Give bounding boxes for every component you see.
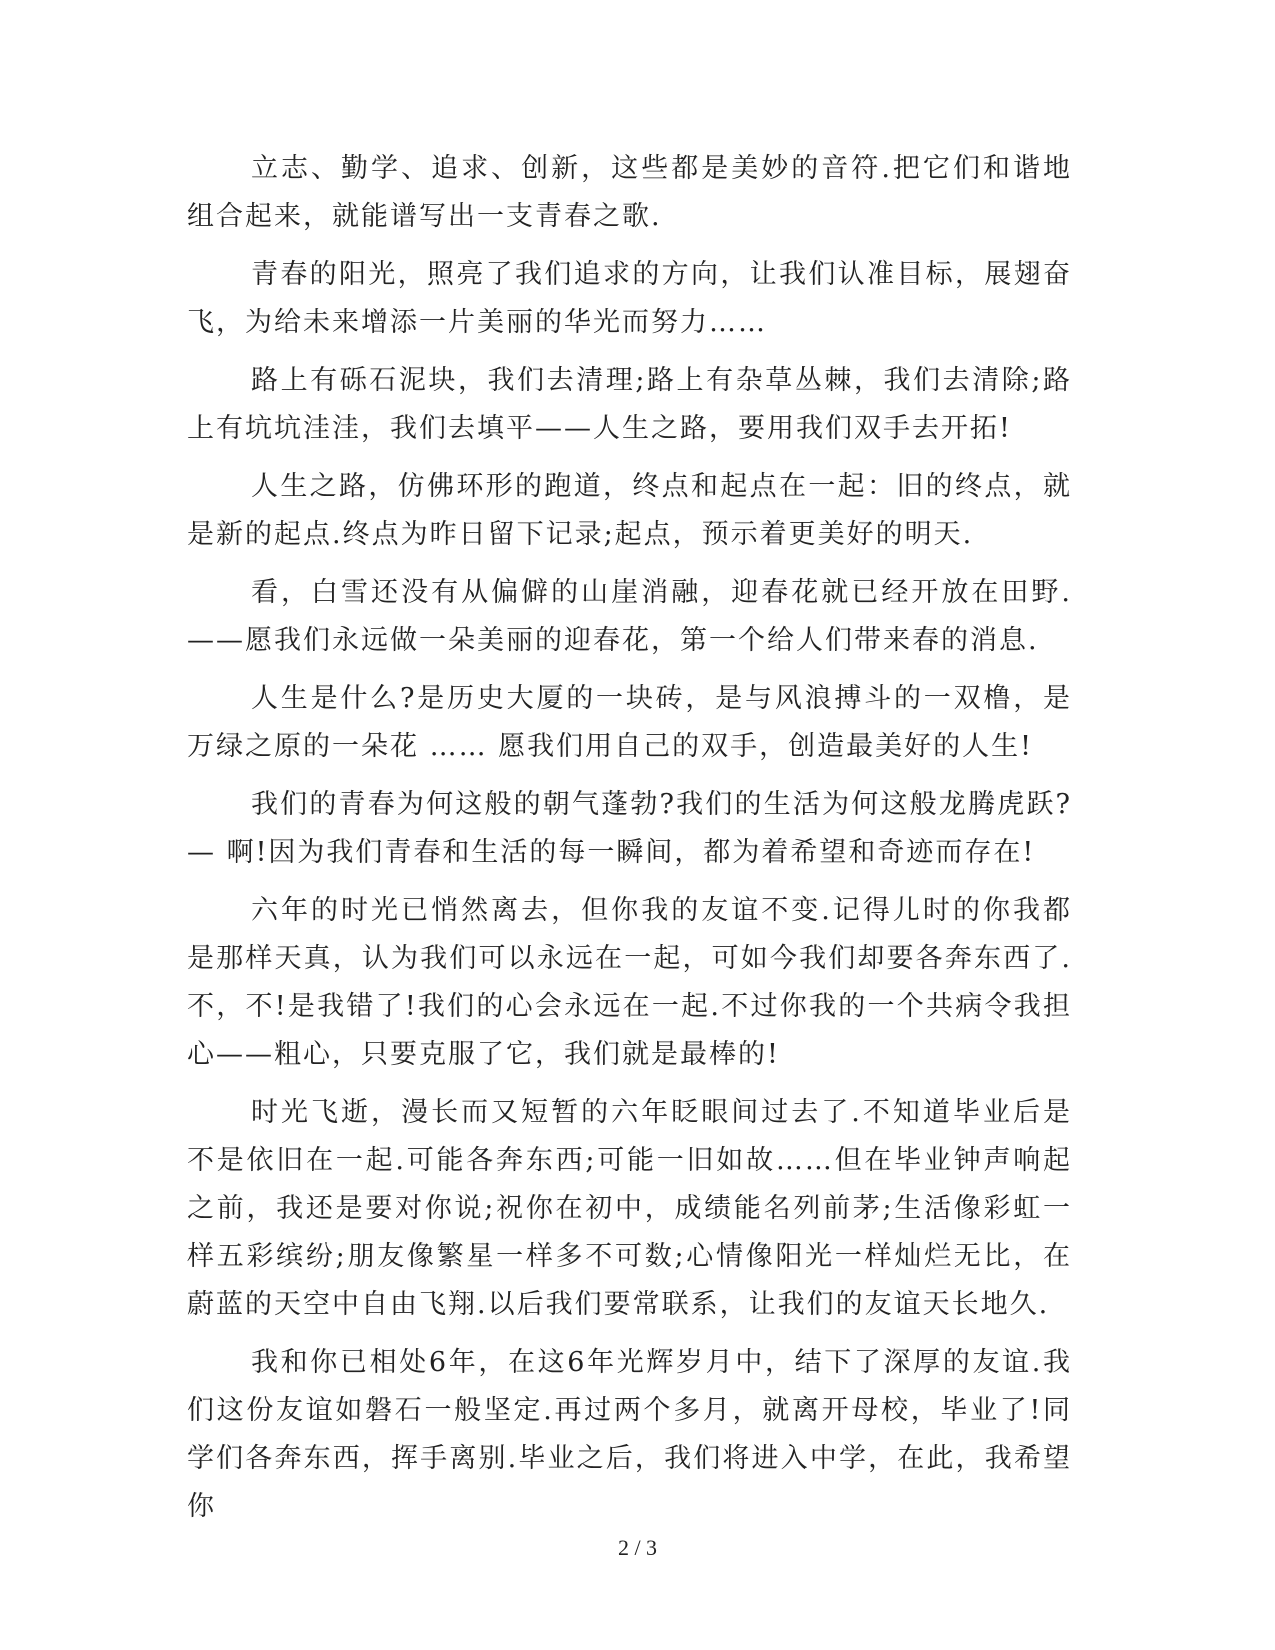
paragraph: 我和你已相处6年，在这6年光辉岁月中，结下了深厚的友谊.我们这份友谊如磐石一般坚定.再过两个多月，就离开母校，毕业了!同学们各奔东西，挥手离别.毕业之后，我们将进入中学，在此，我希望你 [187, 1347, 1072, 1522]
paragraph: 人生是什么?是历史大厦的一块砖，是与风浪搏斗的一双橹，是万绿之原的一朵花 …… 愿我们用自己的双手，创造最美好的人生! [187, 683, 1072, 762]
document-body [187, 145, 1072, 1541]
paragraph: 人生之路，仿佛环形的跑道，终点和起点在一起：旧的终点，就是新的起点.终点为昨日留下记录;起点，预示着更美好的明天. [187, 471, 1072, 550]
paragraph: 看，白雪还没有从偏僻的山崖消融，迎春花就已经开放在田野.——愿我们永远做一朵美丽的迎春花，第一个给人们带来春的消息. [187, 577, 1072, 656]
paragraph: 路上有砾石泥块，我们去清理;路上有杂草丛棘，我们去清除;路上有坑坑洼洼，我们去填平——人生之路，要用我们双手去开拓! [187, 365, 1072, 444]
paragraph: 青春的阳光，照亮了我们追求的方向，让我们认准目标，展翅奋飞，为给未来增添一片美丽的华光而努力…… [187, 259, 1072, 338]
paragraph: 我们的青春为何这般的朝气蓬勃?我们的生活为何这般龙腾虎跃?— 啊!因为我们青春和生活的每一瞬间，都为着希望和奇迹而存在! [187, 789, 1072, 868]
paragraph: 时光飞逝，漫长而又短暂的六年眨眼间过去了.不知道毕业后是不是依旧在一起.可能各奔东西;可能一旧如故……但在毕业钟声响起之前，我还是要对你说;祝你在初中，成绩能名列前茅;生活像彩虹一样五彩缤纷;朋友像繁星一样多不可数;心情像阳光一样灿烂无比，在蔚蓝的天空中自由飞翔.以后我们要常联系，让我们的友谊天长地久. [187, 1097, 1072, 1320]
paragraph: 六年的时光已悄然离去，但你我的友谊不变.记得儿时的你我都是那样天真，认为我们可以永远在一起，可如今我们却要各奔东西了.不，不!是我错了!我们的心会永远在一起.不过你我的一个共病令我担心——粗心，只要克服了它，我们就是最棒的! [187, 895, 1072, 1070]
page-number: 2 / 3 [617, 1535, 658, 1560]
paragraph: 立志、勤学、追求、创新，这些都是美妙的音符.把它们和谐地组合起来，就能谱写出一支青春之歌. [187, 153, 1072, 232]
